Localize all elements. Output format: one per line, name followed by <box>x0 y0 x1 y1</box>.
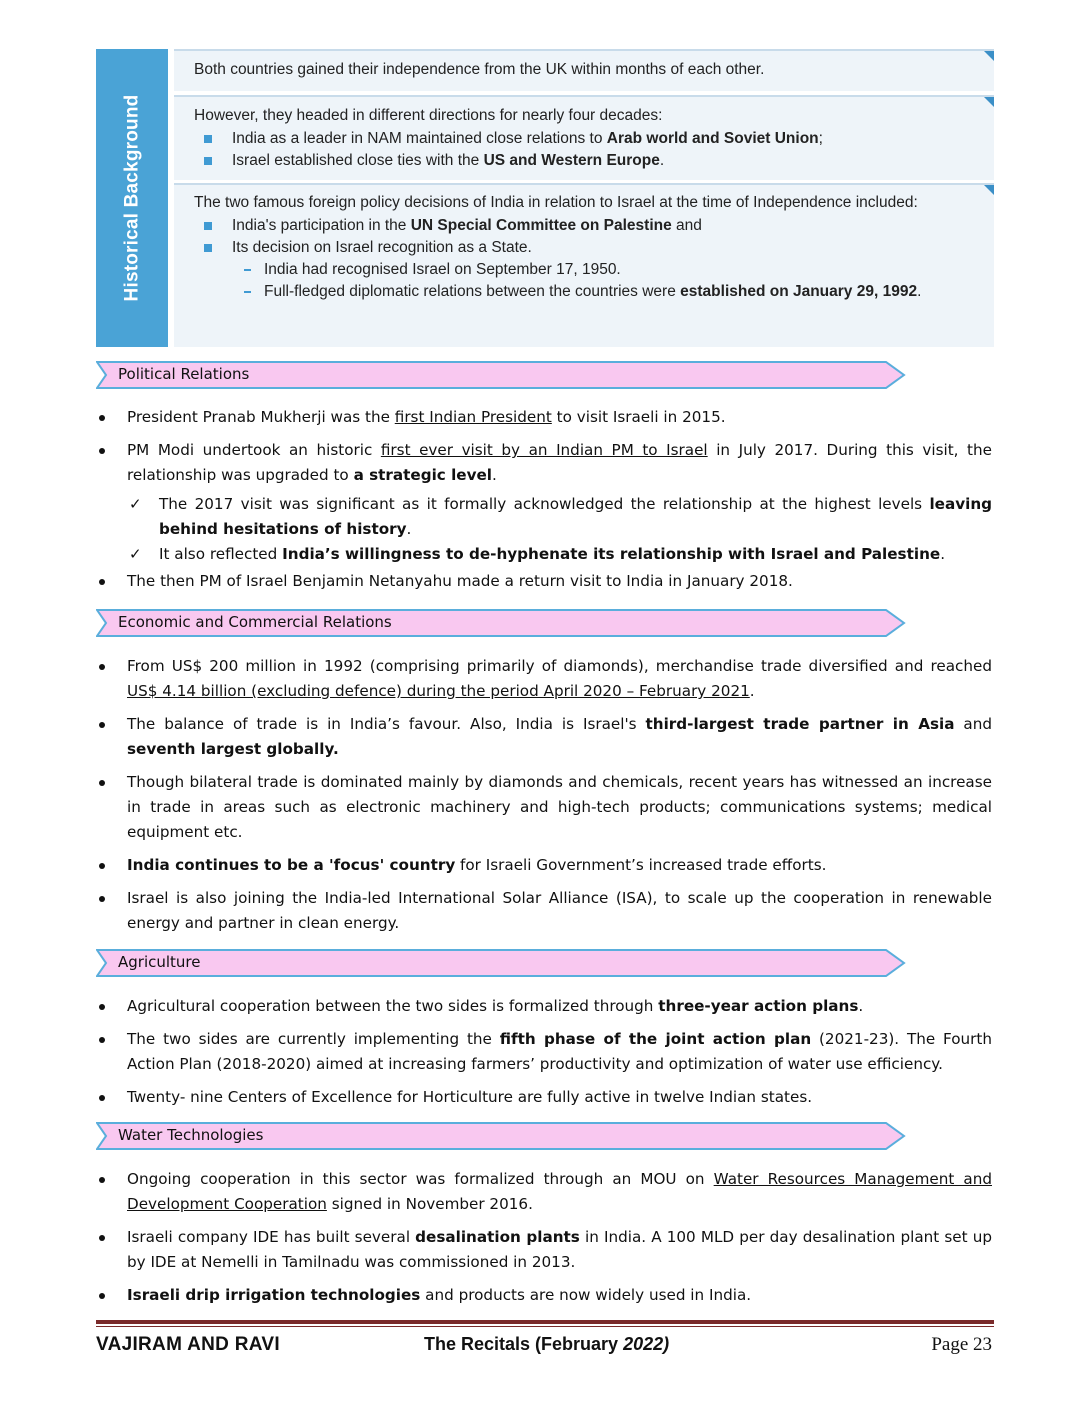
section-title: Economic and Commercial Relations <box>118 613 392 631</box>
directions-panel: However, they headed in different directions for nearly four decades: India as a leader in NAM maintained close relations to Arab world and Soviet Union; Israel established close ties with the US and Western Europe. <box>174 95 994 180</box>
list-item: The two sides are currently implementing the fifth phase of the joint action plan (2021-23). The Fourth Action Plan (2018-2020) aimed at increasing farmers’ productivity and optimization of water use efficiency. <box>96 1027 992 1077</box>
economic-relations-banner <box>96 609 906 637</box>
water-technologies-list <box>96 1167 992 1316</box>
political-relations-banner <box>96 361 906 389</box>
list-item: India continues to be a 'focus' country for Israeli Government’s increased trade efforts. <box>96 853 992 878</box>
list-item: India's participation in the UN Special Committee on Palestine and <box>194 215 980 237</box>
banner-arrow-shape <box>96 949 906 977</box>
economic-relations-list <box>96 654 992 944</box>
list-item: Though bilateral trade is dominated mainly by diamonds and chemicals, recent years has witnessed an increase in trade in areas such as electronic machinery and high-tech products; communications systems; medical equipment etc. <box>96 770 992 845</box>
list-item: From US$ 200 million in 1992 (comprising primarily of diamonds), merchandise trade diversified and reached US$ 4.14 billion (excluding defence) during the period April 2020 – February 2021. <box>96 654 992 704</box>
political-relations-list <box>96 405 992 602</box>
footer-rule <box>96 1320 994 1324</box>
agriculture-list <box>96 994 992 1118</box>
page-number: Page 23 <box>931 1334 992 1355</box>
list-item: PM Modi undertook an historic first ever visit by an Indian PM to Israel in July 2017. During this visit, the relationship was upgraded to a strategic level. ✓ The 2017 visit was significant as it formally acknowledged the relationship at the highest levels leaving behind hesitations of history. ✓ It also reflected India’s willingness to de-hyphenate its relationship with Israel and Palestine. <box>96 438 992 567</box>
list-item: President Pranab Mukherji was the first Indian President to visit Israeli in 2015. <box>96 405 992 430</box>
list-item: ✓ It also reflected India’s willingness to de-hyphenate its relationship with Israel and Palestine. <box>127 542 992 567</box>
list-item: Israeli company IDE has built several desalination plants in India. A 100 MLD per day desalination plant set up by IDE at Nemelli in Tamilnadu was commissioned in 2013. <box>96 1225 992 1275</box>
list-item: Agricultural cooperation between the two sides is formalized through three-year action plans. <box>96 994 992 1019</box>
list-item: Israel established close ties with the US and Western Europe. <box>194 150 980 172</box>
list-item: Full-fledged diplomatic relations between the countries were established on January 29, 1992. <box>194 281 980 303</box>
section-title: Water Technologies <box>118 1126 264 1144</box>
checkmark-icon: ✓ <box>129 495 142 513</box>
foreign-policy-panel: The two famous foreign policy decisions of India in relation to Israel at the time of Independence included: India's participation in the UN Special Committee on Palestine and Its decision on Israel recognition as a State. India had recognised Israel on September 17, 1950. Full-fledged diplomatic relations between the countries were established on January 29, 1992. <box>174 183 994 347</box>
footer-rule-thin <box>96 1326 994 1327</box>
list-item: The then PM of Israel Benjamin Netanyahu made a return visit to India in January 2018. <box>96 569 992 594</box>
agriculture-banner <box>96 949 906 977</box>
historical-background-label: Historical Background <box>121 94 143 302</box>
list-item: The balance of trade is in India’s favour. Also, India is Israel's third-largest trade partner in Asia and seventh largest globally. <box>96 712 992 762</box>
footer-publication: The Recitals (February 2022) <box>424 1334 670 1354</box>
list-item: India as a leader in NAM maintained close relations to Arab world and Soviet Union; <box>194 128 980 150</box>
list-item: Its decision on Israel recognition as a State. <box>194 237 980 259</box>
list-item: ✓ The 2017 visit was significant as it formally acknowledged the relationship at the highest levels leaving behind hesitations of history. <box>127 492 992 542</box>
list-item: Twenty- nine Centers of Excellence for Horticulture are fully active in twelve Indian states. <box>96 1085 992 1110</box>
checkmark-icon: ✓ <box>129 545 142 563</box>
section-title: Agriculture <box>118 953 201 971</box>
list-item: Israel is also joining the India-led International Solar Alliance (ISA), to scale up the cooperation in renewable energy and partner in clean energy. <box>96 886 992 936</box>
water-technologies-banner <box>96 1122 906 1150</box>
list-item: Ongoing cooperation in this sector was formalized through an MOU on Water Resources Management and Development Cooperation signed in November 2016. <box>96 1167 992 1217</box>
independence-panel: Both countries gained their independence from the UK within months of each other. <box>174 49 994 91</box>
section-title: Political Relations <box>118 365 250 383</box>
footer-publisher: VAJIRAM AND RAVI <box>96 1334 280 1355</box>
list-item: India had recognised Israel on September 17, 1950. <box>194 259 980 281</box>
historical-background-label-bar <box>96 49 168 347</box>
list-item: Israeli drip irrigation technologies and products are now widely used in India. <box>96 1283 992 1308</box>
historical-background-box <box>96 49 994 347</box>
